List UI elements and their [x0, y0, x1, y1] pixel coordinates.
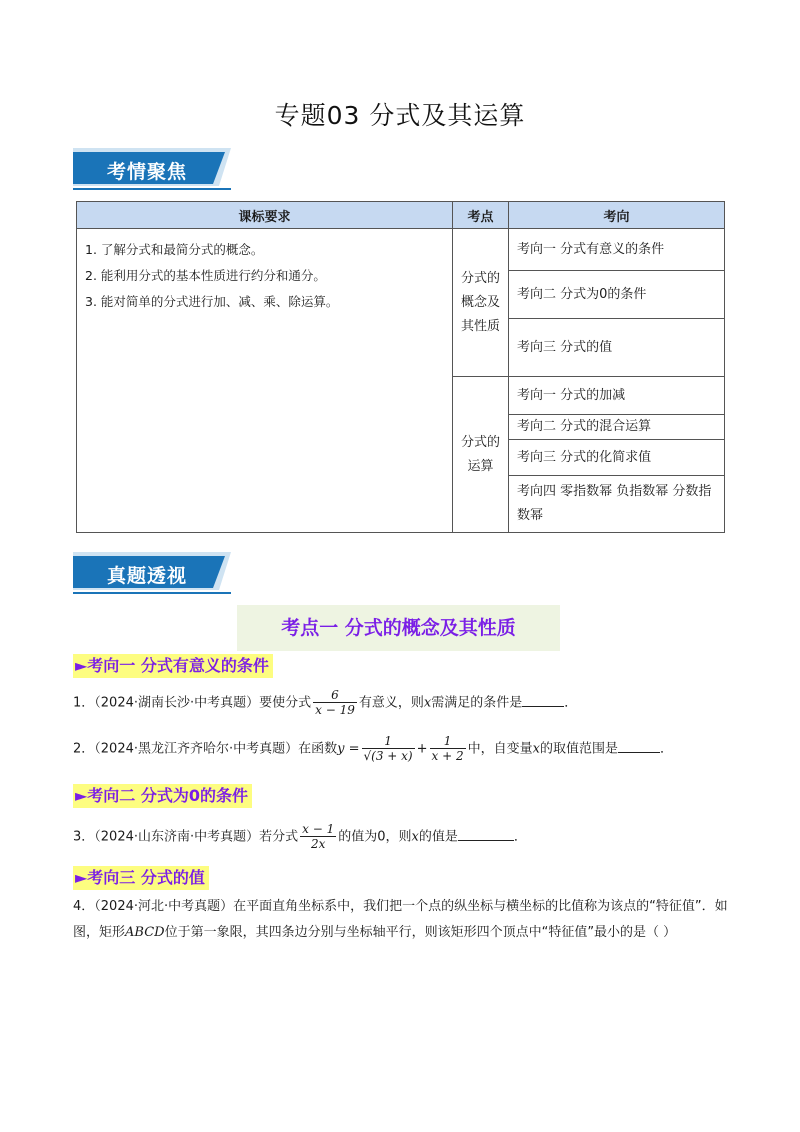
fraction: $\frac{1}{√(3 + x)}$: [363, 734, 413, 763]
question-3: 3．（2024·山东济南·中考真题）若分式 $\frac{x - 1}{2x}$ 的值为0，则x的值是 ．: [73, 822, 527, 851]
direction-item: 考向三 分式的化简求值: [509, 440, 725, 476]
table-header-point: 考点: [453, 202, 509, 229]
fraction: $\frac{1}{x + 2}$: [431, 734, 464, 763]
direction-heading-3: ►考向三 分式的值: [73, 866, 209, 890]
requirement-item: 2. 能利用分式的基本性质进行约分和通分。: [85, 268, 326, 283]
direction-item: 考向一 分式有意义的条件: [509, 229, 725, 271]
requirements-cell: [77, 229, 453, 533]
requirement-item: 3. 能对简单的分式进行加、减、乘、除运算。: [85, 294, 339, 309]
fraction: $\frac{6}{x - 19}$: [315, 688, 355, 717]
direction-heading-1: ►考向一 分式有意义的条件: [73, 654, 273, 678]
question-2: 2．（2024·黑龙江齐齐哈尔·中考真题）在函数y = $\frac{1}{√(3 + x)}$ + $\frac{1}{x + 2}$ 中，自变量x的取值范围是 ．: [73, 734, 673, 763]
direction-item: 考向四 零指数幂 负指数幂 分数指数幂: [509, 476, 725, 533]
page-title: 专题03 分式及其运算: [274, 101, 526, 130]
answer-blank: [618, 740, 660, 753]
table-header-direction: 考向: [509, 202, 725, 229]
table-header-requirements: 课标要求: [77, 202, 453, 229]
direction-item: 考向三 分式的值: [509, 319, 725, 377]
banner-zhenti-text: 真题透视: [107, 565, 188, 587]
fraction: $\frac{x - 1}{2x}$: [302, 822, 335, 851]
banner-kaoqing-text: 考情聚焦: [107, 161, 188, 183]
direction-item: 考向二 分式为0的条件: [509, 271, 725, 319]
banner-zhenti: [73, 552, 231, 598]
answer-blank: [522, 694, 564, 707]
answer-blank: [458, 828, 514, 841]
direction-heading-2: ►考向二 分式为0的条件: [73, 784, 252, 808]
direction-item: 考向一 分式的加减: [509, 377, 725, 415]
section-title: 考点一 分式的概念及其性质: [237, 605, 560, 651]
point-operation: 分式的 运算: [453, 377, 509, 533]
question-4: 4．（2024·河北·中考真题）在平面直角坐标系中，我们把一个点的纵坐标与横坐标的比值称为该点的“特征值”．如图，矩形ABCD位于第一象限，其四条边分别与坐标轴平行，则该矩形四个顶点中“特征值”最小的是（ ）: [73, 899, 728, 940]
banner-kaoqing: [73, 148, 231, 194]
requirement-item: 1. 了解分式和最简分式的概念。: [85, 242, 264, 257]
exam-overview-table: [76, 201, 725, 533]
question-1: 1．（2024·湖南长沙·中考真题）要使分式 $\frac{6}{x - 19}$ 有意义，则x需满足的条件是 ．: [73, 688, 578, 717]
point-concept: 分式的 概念及 其性质: [453, 229, 509, 377]
direction-item: 考向二 分式的混合运算: [509, 415, 725, 440]
